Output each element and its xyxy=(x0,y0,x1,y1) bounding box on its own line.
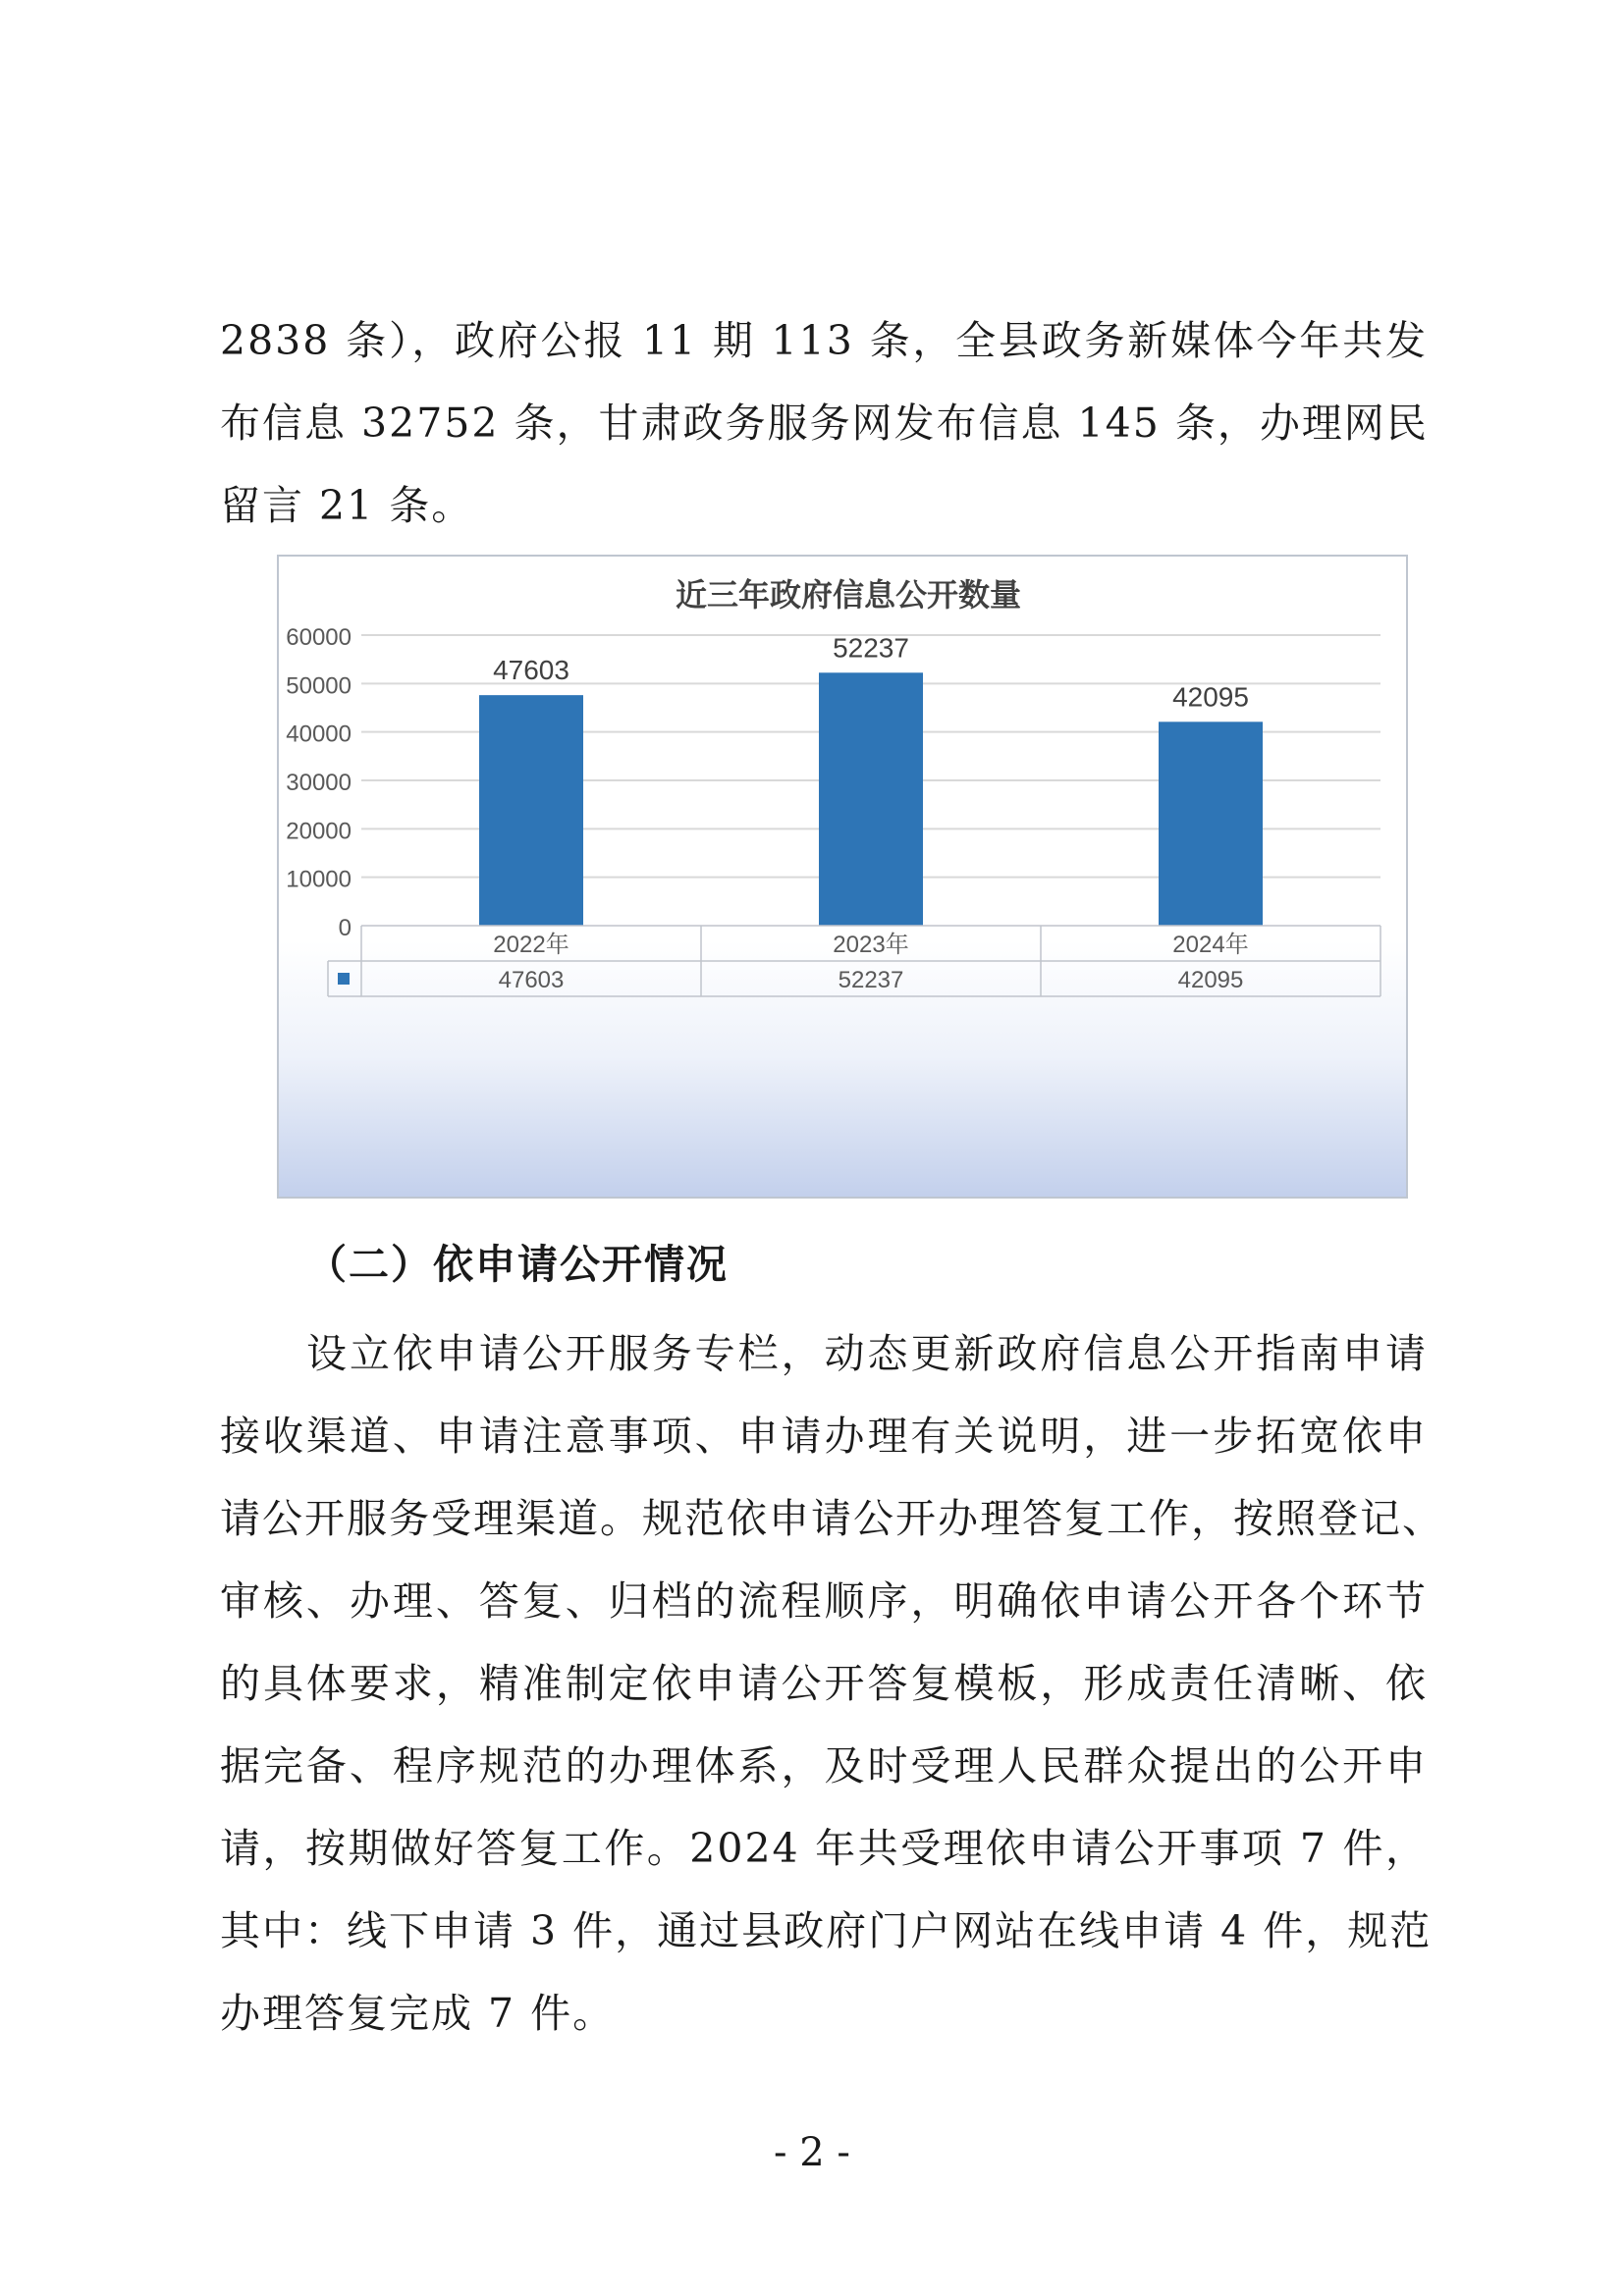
chart-canvas xyxy=(279,557,1406,1197)
paragraph-application xyxy=(220,1312,1444,2055)
paragraph-line: 据完备、程序规范的办理体系，及时受理人民群众提出的公开申 xyxy=(220,1742,1428,1789)
chart-title: 近三年政府信息公开数量 xyxy=(675,577,1022,613)
paragraph-line: 布信息 32752 条，甘肃政务服务网发布信息 145 条，办理网民 xyxy=(220,400,1429,447)
paragraph-line: 请，按期做好答复工作。2024 年共受理依申请公开事项 7 件， xyxy=(220,1825,1428,1872)
page-number: - 2 - xyxy=(774,2130,850,2175)
y-tick-label: 30000 xyxy=(286,770,352,796)
bar xyxy=(819,672,923,926)
bar-chart xyxy=(277,555,1408,1199)
table-value: 52237 xyxy=(838,967,904,993)
paragraph-line: 其中：线下申请 3 件，通过县政府门户网站在线申请 4 件，规范 xyxy=(220,1907,1433,1954)
paragraph-line: 设立依申请公开服务专栏，动态更新政府信息公开指南申请 xyxy=(306,1330,1428,1377)
bar xyxy=(1159,721,1263,926)
paragraph-intro xyxy=(220,299,1428,547)
table-value: 47603 xyxy=(498,967,565,993)
legend-marker xyxy=(338,973,350,985)
y-tick-label: 10000 xyxy=(286,866,352,893)
chart-data-table xyxy=(328,926,1380,996)
y-tick-label: 20000 xyxy=(286,818,352,845)
y-tick-label: 50000 xyxy=(286,672,352,700)
data-label: 52237 xyxy=(833,632,909,664)
paragraph-line: 接收渠道、申请注意事项、申请办理有关说明，进一步拓宽依申 xyxy=(220,1413,1428,1460)
y-tick-label: 0 xyxy=(338,915,352,941)
section-heading: （二）依申请公开情况 xyxy=(306,1241,729,1288)
paragraph-line: 的具体要求，精准制定依申请公开答复模板，形成责任清晰、依 xyxy=(220,1660,1428,1707)
data-label: 42095 xyxy=(1172,681,1249,713)
paragraph-line: 2838 条），政府公报 11 期 113 条，全县政务新媒体今年共发 xyxy=(220,317,1428,364)
x-category-label: 2023年 xyxy=(833,932,909,958)
table-value: 42095 xyxy=(1177,967,1244,993)
y-tick-label: 40000 xyxy=(286,721,352,748)
x-category-label: 2022年 xyxy=(493,932,569,958)
bar xyxy=(479,695,583,926)
chart-bars xyxy=(479,672,1263,926)
paragraph-line: 请公开服务受理渠道。规范依申请公开办理答复工作，按照登记、 xyxy=(220,1495,1444,1542)
x-category-label: 2024年 xyxy=(1172,932,1249,958)
paragraph-line: 办理答复完成 7 件。 xyxy=(220,1990,616,2037)
y-axis-ticks xyxy=(286,624,352,941)
data-label: 47603 xyxy=(493,655,569,686)
y-tick-label: 60000 xyxy=(286,624,352,651)
paragraph-line: 留言 21 条。 xyxy=(220,482,474,529)
paragraph-line: 审核、办理、答复、归档的流程顺序，明确依申请公开各个环节 xyxy=(220,1577,1428,1625)
